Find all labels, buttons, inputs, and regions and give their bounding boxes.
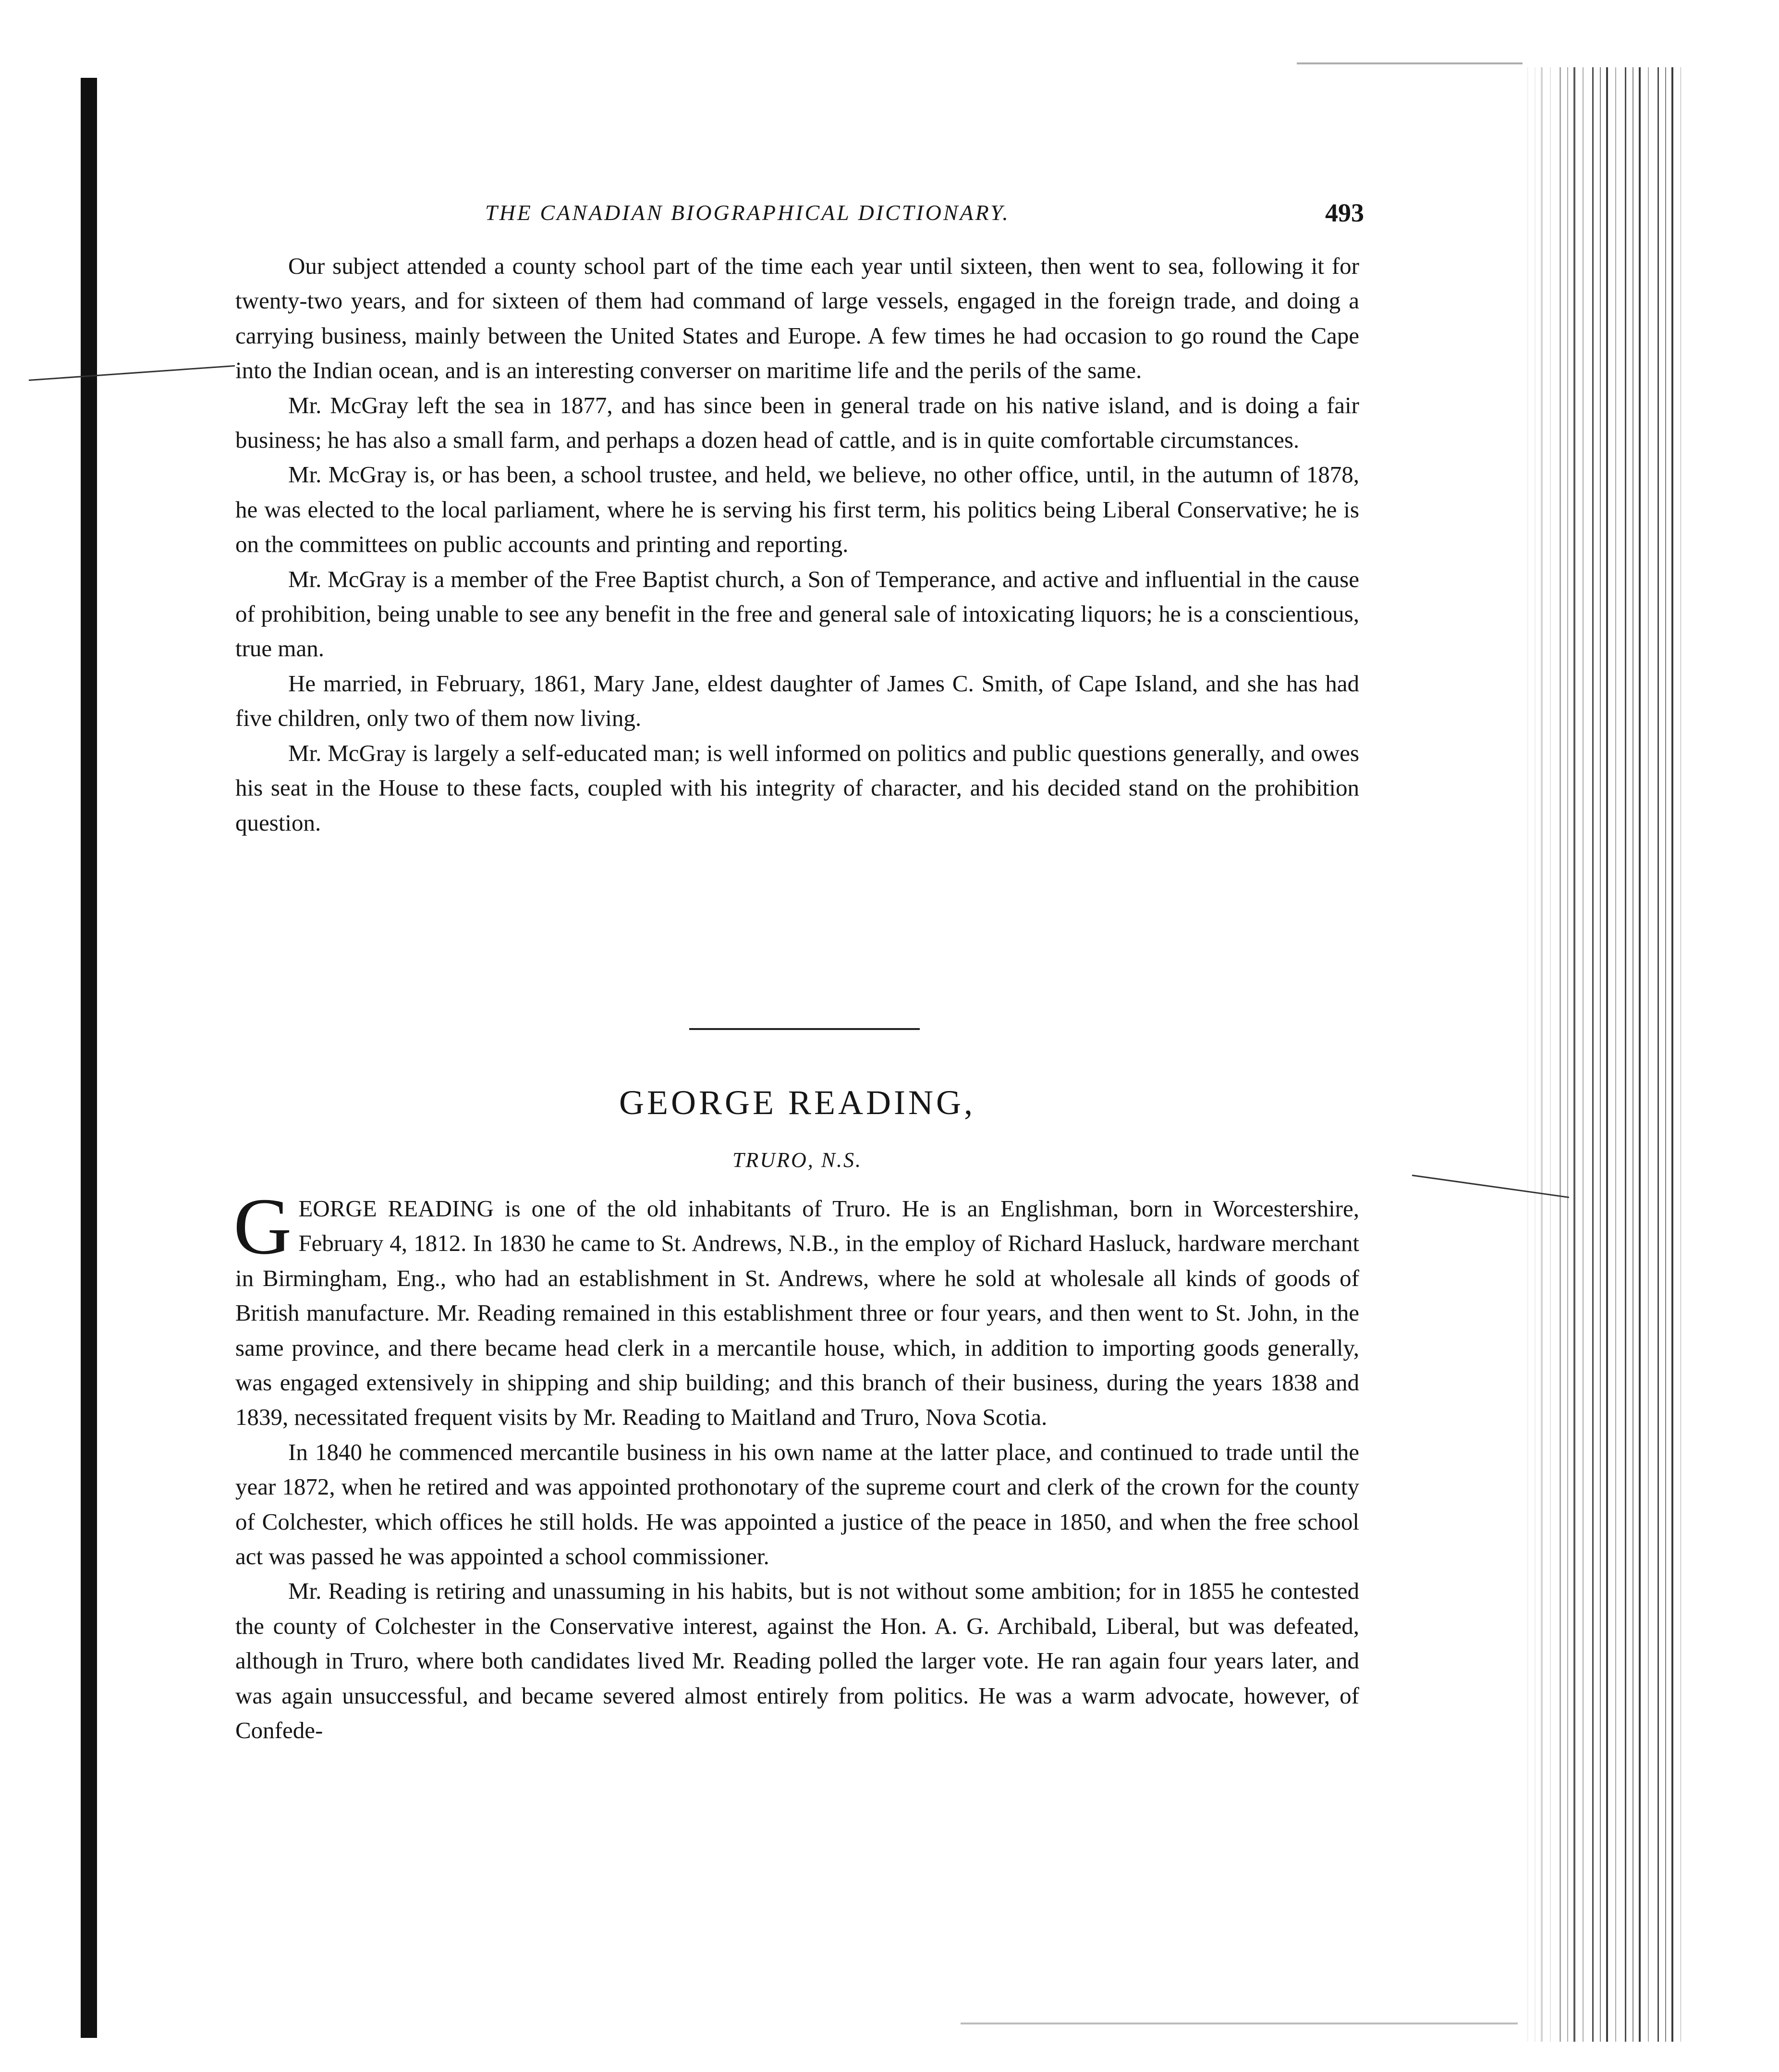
scan-artifact-line (29, 365, 235, 381)
running-header: THE CANADIAN BIOGRAPHICAL DICTIONARY. (485, 200, 1010, 225)
paragraph: Mr. McGray left the sea in 1877, and has since been in general trade on his native island, and is doing a fair business; he has also a small farm, and perhaps a dozen head of cattle, and is in quite comfortable circumstances. (235, 392, 1359, 454)
entry-reading-body (233, 1182, 1359, 1748)
section-divider (689, 1028, 920, 1030)
paragraph: In 1840 he commenced mercantile business in his own name at the latter place, and continued to trade until the year 1872, when he retired and was appointed prothonotary of the supreme court and clerk of the crown for the county of Colchester, which offices he still holds. He was appointed a justice of the peace in 1850, and when the free school act was passed he was appointed a school commissioner. (235, 1438, 1359, 1570)
paragraph: Mr. McGray is largely a self-educated man; is well informed on politics and public questions generally, and owes his seat in the House to these facts, coupled with his integrity of character, and his decided stand on the prohibition question. (235, 739, 1359, 836)
paragraph-first (233, 1182, 1359, 1435)
scan-margin (1681, 0, 1779, 2072)
paragraph: Our subject attended a county school part of the time each year until sixteen, then went to sea, following it for twenty-two years, and for sixteen of them had command of large vessels, engaged in the foreign trade, and doing a carrying business, mainly between the United States and Europe. A few times he had occasion to go round the Cape into the Indian ocean, and is an interesting converser on maritime life and the perils of the same. (235, 253, 1359, 384)
paragraph: He married, in February, 1861, Mary Jane, eldest daughter of James C. Smith, of Cape Island, and she has had five children, only two of them now living. (235, 670, 1359, 732)
paragraph: Mr. McGray is, or has been, a school trustee, and held, we believe, no other office, until, in the autumn of 1878, he was elected to the local parliament, where he is serving his first term, his politics being Liberal Conservative; he is on the committees on public accounts and printing and reporting. (235, 461, 1359, 558)
scan-artifact-bottom (961, 2023, 1518, 2024)
drop-cap: G (233, 1182, 292, 1271)
article-place: TRURO, N.S. (732, 1148, 863, 1172)
scan-artifact-top (1297, 62, 1523, 64)
page-binding-edge (81, 78, 97, 2038)
entry-mcgray-body (235, 249, 1359, 840)
article-title: GEORGE READING, (619, 1083, 975, 1122)
paragraph-first-text: EORGE READING is one of the old inhabitants of Truro. He is an Englishman, born in Worcestershire, February 4, 1812. In 1830 he came to St. Andrews, N.B., in the employ of Richard Hasluck, hardware merchant in Birmingham, Eng., who had an establishment in St. Andrews, where he sold at wholesale all kinds of goods of British manufacture. Mr. Reading remained in this establishment three or four years, and then went to St. John, in the same province, and there became head clerk in a mercantile house, which, in addition to importing goods generally, was engaged extensively in shipping and ship building; and this branch of their business, during the years 1838 and 1839, necessitated frequent visits by Mr. Reading to Maitland and Truro, Nova Scotia. (235, 1195, 1359, 1431)
page-number: 493 (1325, 198, 1364, 227)
adjacent-page-edge-fade (1523, 67, 1580, 2042)
paragraph: Mr. Reading is retiring and unassuming in his habits, but is not without some ambition; for in 1855 he contested the county of Colchester in the Conservative interest, against the Hon. A. G. Archibald, Liberal, but was defeated, although in Truro, where both candidates lived Mr. Reading polled the larger vote. He ran again four years later, and was again unsuccessful, and became severed almost entirely from politics. He was a warm advocate, however, of Confede- (235, 1578, 1359, 1744)
paragraph: Mr. McGray is a member of the Free Baptist church, a Son of Temperance, and active and influential in the cause of prohibition, being unable to see any benefit in the free and general sale of intoxicating liquors; he is a conscientious, true man. (235, 565, 1359, 662)
